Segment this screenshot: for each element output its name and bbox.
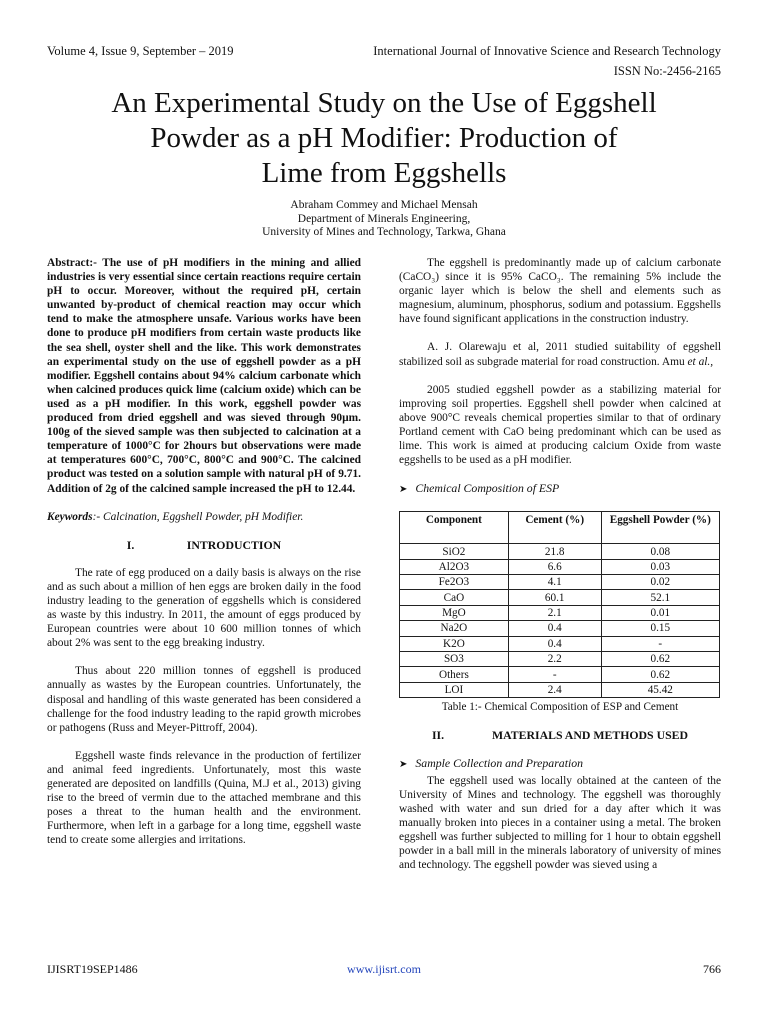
table-header: Component [400,512,509,544]
table-row [400,636,720,651]
arrow-bullet-icon: ➤ [399,759,408,771]
table-cell: 0.02 [601,575,719,590]
table-cell: 0.62 [601,667,719,682]
section-number: II. [431,728,445,743]
title-line: Lime from Eggshells [261,157,507,189]
keywords [47,510,361,524]
table-row [400,590,720,605]
table-header: Cement (%) [508,512,601,544]
keywords-label: Keywords [47,510,93,523]
table-header: Eggshell Powder (%) [601,512,719,544]
table-cell: CaO [400,590,509,605]
table-cell: Others [400,667,509,682]
table-cell: 0.4 [508,636,601,651]
page-number: 766 [703,962,721,976]
table-cell: 0.03 [601,559,719,574]
table-cell: K2O [400,636,509,651]
table-cell: 4.1 [508,575,601,590]
title-line: An Experimental Study on the Use of Eggshell [111,87,657,119]
composition-table [399,511,720,698]
table-row [400,667,720,682]
table-row [400,605,720,620]
table-cell: - [601,636,719,651]
table-cell: Fe2O3 [400,575,509,590]
author-names: Abraham Commey and Michael Mensah [290,199,478,211]
abstract: Abstract:- The use of pH modifiers in the mining and allied industries is very essential since certain reactions require certain pH to occur. Moreover, without the required pH, certain unwanted by-product of chemical reaction may occur which tend to make the atmosphere unsafe. Various works have been done to produce pH modifiers from certain waste products like the sea shell, oyster shell and the like. This work demonstrates an experimental study on the use of eggshell powder as a pH modifier. Eggshell contains about 94% calcium carbonate which when calcined produces quick lime (calcium oxide) which can be used as a pH modifier. In this work, eggshell powder was produced from dried eggshell and was sieved through 90µm. 100g of the sieved sample was then subjected to calcination at a temperature of 1000°C for 2hours but observations were made at temperatures 600°C, 700°C, 800°C and 900°C. The calcined product was tested on a solution sample with natural pH of 9.71. Addition of 2g of the calcined sample increased the pH to 12.44. [47,257,361,495]
author-department: Department of Minerals Engineering, [297,212,471,225]
table-caption: Table 1:- Chemical Composition of ESP and Cement [441,701,679,714]
volume-info: Volume 4, Issue 9, September – 2019 [47,44,234,58]
et-al-text: et al., [687,355,714,368]
table-row [400,544,720,559]
table-header-row [400,512,720,544]
intro-paragraph: Eggshell waste finds relevance in the production of fertilizer and animal feed ingredients. Unfortunately, most this waste generated are deposited on landfills (Quina, M.J et al., 2013) giving rise to the breed of vermin due to the attached membrane and this poses a threat to the human health and the environment. Furthermore, when left in a garbage for a long time, eggshell waste tend to create some allergies and irritations. [47,749,361,847]
arrow-bullet-icon: ➤ [399,484,408,496]
table-cell: 52.1 [601,590,719,605]
paragraph-text: A. J. Olarewaju et al, 2011 studied suitability of eggshell stabilized soil as subgrade material for road construction. Amu [399,341,721,368]
table-cell: 2.1 [508,605,601,620]
subheading-chemical-composition [399,481,721,497]
author-block [0,199,768,240]
right-column [399,256,721,886]
table-cell: 0.62 [601,652,719,667]
table-cell: Al2O3 [400,559,509,574]
section-heading-methods [399,728,721,742]
left-column [47,256,361,861]
table-cell: MgO [400,605,509,620]
table-cell: 0.08 [601,544,719,559]
table-cell: 45.42 [601,682,719,697]
subheading-text: Chemical Composition of ESP [415,481,560,496]
table-cell: 2.4 [508,682,601,697]
table-cell: LOI [400,682,509,697]
table-cell: 21.8 [508,544,601,559]
table-row [400,652,720,667]
paper-title [0,86,768,191]
journal-name: International Journal of Innovative Science and Research Technology [373,44,721,58]
table-cell: Na2O [400,621,509,636]
body-paragraph: The eggshell used was locally obtained at the canteen of the University of Mines and technology. The eggshell was thoroughly washed with water and sun dried for a day after which it was manually broken into pieces in a container using a metal. The broken eggshell was further subjected to milling for 1 hour to obtain eggshell powder in a ball mill in the minerals laboratory of university of mines and technology. The eggshell powder was sieved using a [399,774,721,872]
issn: ISSN No:-2456-2165 [613,64,721,78]
table-row [400,682,720,697]
body-paragraph: The eggshell is predominantly made up of calcium carbonate (CaCO₃) since it is 95% CaCO₃. The remaining 5% include the organic layer which is below the shell and elements such as magnesium, aluminum, phosphorus, sodium and potassium. Eggshells have found significant applications in the construction industry. [399,257,721,326]
keywords-text: :- Calcination, Eggshell Powder, pH Modifier. [92,510,304,523]
section-title: INTRODUCTION [186,537,282,552]
section-title: MATERIALS AND METHODS USED [491,728,689,743]
table-cell: 0.4 [508,621,601,636]
paper-code: IJISRT19SEP1486 [47,962,138,976]
section-number: I. [126,537,135,552]
table-cell: - [508,667,601,682]
body-paragraph: 2005 studied eggshell powder as a stabilizing material for improving soil properties. Eggshell shell powder when calcined at above 900°C reveals chemical properties similar to that of ordinary Portland cement with CaO being predominant which can be used as lime. This work is aimed at producing calcium Oxide from waste eggshells to be used as a pH modifier. [399,383,721,467]
section-heading-introduction [47,538,361,552]
table-row [400,621,720,636]
table-row [400,559,720,574]
table-cell: 60.1 [508,590,601,605]
table-cell: SiO2 [400,544,509,559]
table-cell: 0.01 [601,605,719,620]
body-paragraph [399,340,721,368]
subheading-sample-collection [399,756,721,772]
author-university: University of Mines and Technology, Tarkwa, Ghana [262,226,506,238]
intro-paragraph: Thus about 220 million tonnes of eggshell is produced annually as wastes by the European countries. Unfortunately, the disposal and handling of this waste generated has been considered a challenge for the food industry leading to the rapid growth microbes or pathogens (Russ and Meyer-Pittroff, 2004). [47,665,361,734]
journal-url-link[interactable]: www.ijisrt.com [347,962,421,976]
table-cell: 0.15 [601,621,719,636]
table-cell: SO3 [400,652,509,667]
table-row [400,575,720,590]
intro-paragraph: The rate of egg produced on a daily basis is always on the rise and as such about a million of hen eggs are broken daily in the food industry leading to the generation of eggshells which is considered as waste by this industry. In 2011, the amount of eggs produced by European countries were about 10 600 million tonnes of which about 2% was sent to the egg breaking industry. [47,566,361,650]
title-line: Powder as a pH Modifier: Production of [150,122,618,154]
subheading-text: Sample Collection and Preparation [415,756,584,771]
table-cell: 2.2 [508,652,601,667]
table-cell: 6.6 [508,559,601,574]
